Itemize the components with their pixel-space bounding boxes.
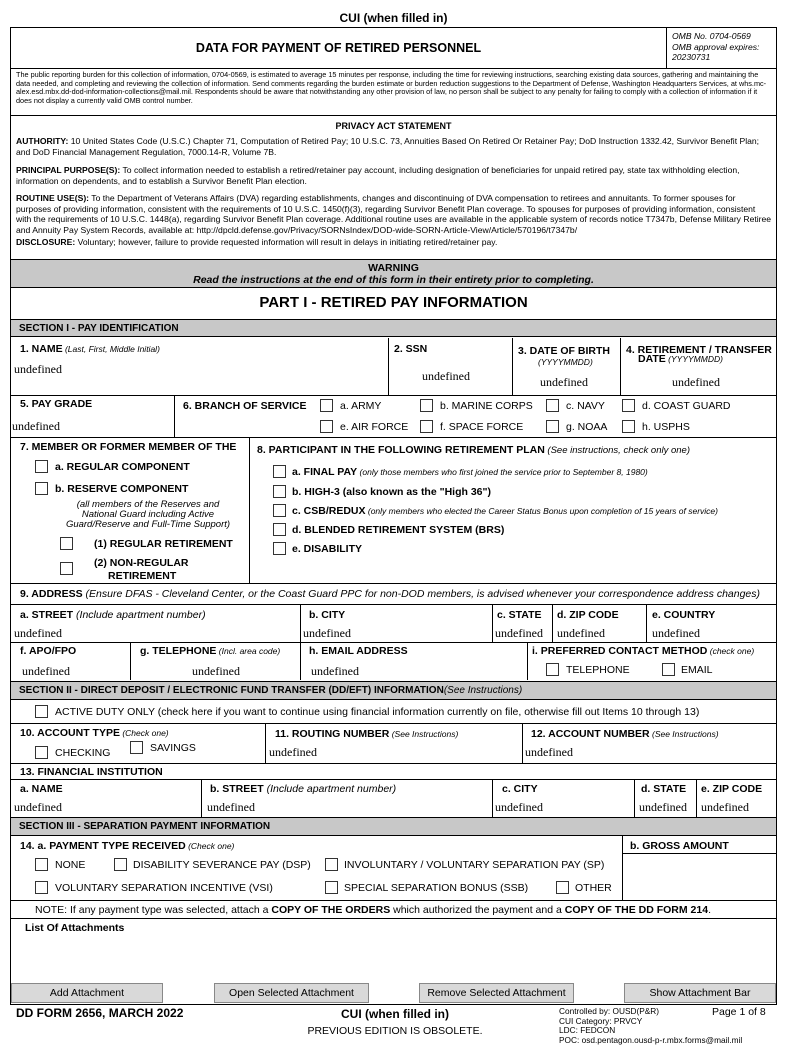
- telephone-label-text: g. TELEPHONE: [140, 645, 217, 657]
- note-dd214: COPY OF THE DD FORM 214: [564, 904, 709, 916]
- email-field[interactable]: undefined: [311, 664, 359, 678]
- divider: [130, 642, 131, 680]
- gross-amount-label: b. GROSS AMOUNT: [630, 840, 729, 852]
- divider: [512, 338, 513, 395]
- part1-title: PART I - RETIRED PAY INFORMATION: [259, 294, 528, 311]
- non-regular-retirement-label-2: RETIREMENT: [108, 570, 177, 582]
- attachments-list[interactable]: [11, 935, 776, 981]
- retirement-date-field[interactable]: undefined: [672, 375, 720, 389]
- divider: [634, 779, 635, 817]
- retirement-date-label: 4. RETIREMENT / TRANSFER: [626, 344, 772, 356]
- section2-title: SECTION II - DIRECT DEPOSIT / ELECTRONIC FUND TRANSFER (DD/EFT) INFORMATION: [19, 685, 444, 696]
- omb-number: OMB No. 0704-0569: [672, 31, 751, 41]
- add-attachment-button[interactable]: Add Attachment: [11, 983, 163, 1003]
- retirement-date-label-2-text: DATE: [638, 353, 666, 365]
- divider: [265, 723, 266, 763]
- fi-name-label: a. NAME: [20, 783, 63, 795]
- routing-label-text: 11. ROUTING NUMBER: [275, 728, 390, 740]
- army-text: a. ARMY: [340, 400, 382, 412]
- ssn-field[interactable]: undefined: [422, 369, 470, 383]
- divider: [11, 900, 776, 901]
- note-part-3: .: [708, 904, 711, 916]
- navy-checkbox[interactable]: [546, 399, 559, 412]
- authority-text: 10 United States Code (U.S.C.) Chapter 71, Computation of Retired Pay; 10 U.S.C. 73, Annuities Based On Retired Or Retainer Pay; DoD Instruction 1332.42, Survivor Benefit Plan; and DoD Financial Management Regulation, 7000.14-R, Volume 7B.: [16, 136, 760, 157]
- telephone-hint: (Incl. area code): [216, 646, 281, 656]
- street-label: [20, 609, 206, 621]
- payment-type-label-text: 14. a. PAYMENT TYPE RECEIVED: [20, 840, 186, 852]
- dsp-checkbox[interactable]: [114, 858, 127, 871]
- disability-checkbox[interactable]: [273, 542, 286, 555]
- vsi-checkbox[interactable]: [35, 881, 48, 894]
- reserve-component-label: b. RESERVE COMPONENT: [55, 483, 189, 495]
- retirement-date-hint: (YYYYMMDD): [665, 354, 723, 364]
- contact-telephone-checkbox[interactable]: [546, 663, 559, 676]
- payment-type-hint: (Check one): [185, 841, 235, 851]
- omb-expires-date: 20230731: [672, 52, 711, 62]
- coast-guard-label: d. COAST GUARD: [642, 400, 731, 412]
- divider: [11, 68, 776, 69]
- divider: [552, 604, 553, 642]
- active-duty-checkbox[interactable]: [35, 705, 48, 718]
- ldc: LDC: FEDCON: [559, 1025, 616, 1036]
- account-type-label-text: 10. ACCOUNT TYPE: [20, 727, 120, 739]
- fi-street-field[interactable]: undefined: [207, 800, 255, 814]
- divider: [300, 642, 301, 680]
- address-hint: (Ensure DFAS - Cleveland Center, or the Coast Guard PPC for non-DOD members, is advised whenever your correspondence address changes): [82, 588, 761, 600]
- space-force-checkbox[interactable]: [420, 420, 433, 433]
- title-divider: [666, 28, 667, 68]
- checking-checkbox[interactable]: [35, 746, 48, 759]
- account-number-field[interactable]: undefined: [525, 745, 573, 759]
- email-label: h. EMAIL ADDRESS: [309, 645, 408, 657]
- retirement-plan-hint: (See instructions, check only one): [544, 445, 690, 456]
- telephone-field[interactable]: undefined: [192, 664, 240, 678]
- name-field[interactable]: undefined: [14, 362, 62, 376]
- routing-label: [275, 728, 458, 740]
- reserve-note: [52, 500, 244, 530]
- member-label: 7. MEMBER OR FORMER MEMBER OF THE: [20, 441, 237, 453]
- section2-header: [11, 681, 776, 700]
- disability-label: e. DISABILITY: [292, 543, 363, 555]
- country-field[interactable]: undefined: [652, 626, 700, 640]
- contact-telephone-label: TELEPHONE: [566, 664, 630, 676]
- zip-field[interactable]: undefined: [557, 626, 605, 640]
- privacy-authority: [16, 136, 772, 157]
- checking-label: CHECKING: [55, 747, 111, 759]
- vsi-label: VOLUNTARY SEPARATION INCENTIVE (VSI): [55, 882, 273, 894]
- section2-hint: (See Instructions): [443, 685, 523, 696]
- divider: [388, 338, 389, 395]
- account-number-label-text: 12. ACCOUNT NUMBER: [531, 728, 650, 740]
- none-checkbox[interactable]: [35, 858, 48, 871]
- state-label: c. STATE: [497, 609, 542, 621]
- retirement-date-label-2: [638, 353, 723, 365]
- divider: [11, 395, 776, 396]
- contact-email-label: EMAIL: [681, 664, 713, 676]
- remove-attachment-button[interactable]: Remove Selected Attachment: [419, 983, 574, 1003]
- section3-header: SECTION III - SEPARATION PAYMENT INFORMATION: [11, 817, 776, 836]
- csb-redux-checkbox[interactable]: [273, 504, 286, 517]
- ssb-label: SPECIAL SEPARATION BONUS (SSB): [344, 882, 529, 894]
- contact-method-hint: (check one): [707, 646, 755, 656]
- regular-component-label: a. REGULAR COMPONENT: [55, 461, 190, 473]
- regular-retirement-label: (1) REGULAR RETIREMENT: [94, 538, 233, 550]
- divider: [300, 604, 301, 642]
- privacy-disclosure: [16, 237, 772, 248]
- apo-label: f. APO/FPO: [20, 645, 77, 657]
- contact-method-label: [532, 645, 754, 657]
- telephone-label: [140, 645, 280, 657]
- purpose-text: To collect information needed to establish a retired/retainer pay account, including designation of beneficiaries for unpaid retired pay, state tax withholding election, information on dependents, and to establish a Survivor Benefit Plan election.: [16, 165, 740, 186]
- city-label: b. CITY: [309, 609, 346, 621]
- form-title: DATA FOR PAYMENT OF RETIRED PERSONNEL: [195, 41, 482, 55]
- brs-label: d. BLENDED RETIREMENT SYSTEM (BRS): [292, 524, 505, 536]
- dsp-label: DISABILITY SEVERANCE PAY (DSP): [133, 859, 311, 871]
- warning-text: Read the instructions at the end of this form in their entirety prior to completing.: [193, 274, 594, 286]
- cui-category: CUI Category: PRVCY: [559, 1015, 643, 1026]
- regular-component-checkbox[interactable]: [35, 460, 48, 473]
- active-duty-label: ACTIVE DUTY ONLY (check here if you want to continue using financial information currently on file, otherwise fill out Items 10 through 13): [55, 706, 700, 718]
- controlled-by: Controlled by: OUSD(P&R): [559, 1006, 660, 1016]
- contact-email-checkbox[interactable]: [662, 663, 675, 676]
- divider: [11, 642, 776, 643]
- address-label-text: 9. ADDRESS: [20, 588, 83, 600]
- attachment-note: [35, 904, 711, 916]
- divider: [620, 338, 621, 395]
- savings-checkbox[interactable]: [130, 741, 143, 754]
- dob-hint: (YYYYMMDD): [538, 357, 593, 367]
- retirement-plan-label: [257, 444, 690, 456]
- name-hint: (Last, First, Middle Initial): [62, 344, 160, 354]
- divider: [492, 779, 493, 817]
- note-part-1: NOTE: If any payment type was selected, attach a: [35, 904, 272, 916]
- attachments-label: List Of Attachments: [25, 922, 125, 934]
- pay-grade-field[interactable]: undefined: [12, 419, 60, 433]
- privacy-purpose: [16, 165, 772, 186]
- cui-header: CUI (when filled in): [339, 11, 448, 25]
- air-force-checkbox[interactable]: [320, 420, 333, 433]
- reserve-note-1: (all members of the Reserves and: [76, 499, 220, 510]
- city-field[interactable]: undefined: [303, 626, 351, 640]
- divider: [249, 437, 250, 583]
- final-pay-label: [292, 466, 648, 478]
- burden-statement: The public reporting burden for this collection of information, 0704-0569, is estimated to average 15 minutes per response, including the time for reviewing instructions, searching existing data sources, gathering and maintaining the data needed, and completing and reviewing the collection of information. Send comments regarding the burden estimate or burden reduction suggestions to the Department of Defense, Washington Headquarters Services, at whs.mc-alex.esd.mbx.dd-dod-information-collections@mail.mil. Respondents should be aware that notwithstanding any other provision of law, no person shall be subject to any penalty for failing to comply with a collection of information if it does not display a currently valid OMB control number.: [16, 70, 767, 106]
- poc: POC: osd.pentagon.ousd-p-r.mbx.forms@mail.mil: [559, 1034, 743, 1045]
- name-label-text: 1. NAME: [20, 343, 63, 355]
- divider: [11, 115, 776, 116]
- street-hint: (Include apartment number): [73, 609, 206, 621]
- divider: [11, 723, 776, 724]
- fi-zip-field[interactable]: undefined: [701, 800, 749, 814]
- high3-label: b. HIGH-3 (also known as the "High 36"): [292, 486, 491, 498]
- routing-hint: (See Instructions): [389, 729, 459, 739]
- note-part-2: which authorized the payment and a: [390, 904, 565, 916]
- reserve-note-2: National Guard including Active: [81, 509, 215, 520]
- non-regular-retirement-label: (2) NON-REGULAR: [94, 557, 189, 569]
- marine-corps-label: b. MARINE CORPS: [440, 400, 533, 412]
- omb-block: [672, 31, 759, 63]
- final-pay-checkbox[interactable]: [273, 465, 286, 478]
- fi-street-label-text: b. STREET: [210, 783, 264, 795]
- divider: [522, 723, 523, 763]
- marine-corps-checkbox[interactable]: [420, 399, 433, 412]
- financial-institution-label: 13. FINANCIAL INSTITUTION: [20, 766, 163, 778]
- street-label-text: a. STREET: [20, 609, 74, 621]
- authority-label: AUTHORITY:: [16, 136, 69, 146]
- payment-type-label: [20, 840, 234, 852]
- noaa-checkbox[interactable]: [546, 420, 559, 433]
- coast-guard-checkbox[interactable]: [622, 399, 635, 412]
- fi-zip-label: e. ZIP CODE: [701, 783, 763, 795]
- branch-label: 6. BRANCH OF SERVICE: [183, 400, 307, 412]
- account-number-hint: (See Instructions): [649, 729, 719, 739]
- apo-field[interactable]: undefined: [22, 664, 70, 678]
- divider: [527, 642, 528, 680]
- army-label: [340, 400, 381, 412]
- navy-label: c. NAVY: [566, 400, 605, 412]
- divider: [11, 437, 776, 438]
- form-number: DD FORM 2656, MARCH 2022: [16, 1006, 184, 1020]
- ssb-checkbox[interactable]: [325, 881, 338, 894]
- fi-street-hint: (Include apartment number): [263, 783, 397, 795]
- usphs-checkbox[interactable]: [622, 420, 635, 433]
- purpose-label: PRINCIPAL PURPOSE(S):: [16, 165, 121, 175]
- noaa-label: g. NOAA: [566, 421, 608, 433]
- divider: [11, 604, 776, 605]
- divider: [11, 779, 776, 780]
- fi-city-label: c. CITY: [502, 783, 538, 795]
- fi-state-field[interactable]: undefined: [639, 800, 687, 814]
- country-label: e. COUNTRY: [652, 609, 716, 621]
- routine-label: ROUTINE USE(S):: [16, 193, 90, 203]
- page-number: Page 1 of 8: [712, 1006, 766, 1018]
- zip-label: d. ZIP CODE: [557, 609, 619, 621]
- dob-label: 3. DATE OF BIRTH: [518, 345, 610, 357]
- divider: [11, 918, 776, 919]
- section1-header: SECTION I - PAY IDENTIFICATION: [11, 319, 776, 337]
- retirement-plan-label-text: 8. PARTICIPANT IN THE FOLLOWING RETIREMENT PLAN: [257, 444, 545, 456]
- savings-label: SAVINGS: [150, 742, 196, 754]
- non-regular-retirement-checkbox[interactable]: [60, 562, 73, 575]
- cui-footer: CUI (when filled in): [341, 1007, 449, 1021]
- divider: [174, 395, 175, 437]
- other-checkbox[interactable]: [556, 881, 569, 894]
- privacy-title: PRIVACY ACT STATEMENT: [335, 121, 452, 131]
- routine-text: To the Department of Veterans Affairs (DVA) regarding establishments, changes and discontinuing of DVA compensation to retirees and annuitants. To former spouses for purposes of providing information, consistent with the requirements of 10 U.S.C. 1450(f)(3), regarding Survivor Benefit Plan coverage. To spouses for purposes of providing information, consistent with the requirements of 10 U.S.C. 1448(a), regarding Survivor Benefit Plan coverage. Additional routine uses are available in the applicable system of records notice T7347b, Defense Military Retiree and Annuity Pay System Records, available at: http://dpcld.defense.gov/Privacy/SORNsIndex/DOD-wide-SORN-Article-View/Article/570196/t7347b/: [16, 193, 772, 235]
- other-label: OTHER: [575, 882, 612, 894]
- note-orders: COPY OF THE ORDERS: [271, 904, 391, 916]
- army-checkbox[interactable]: [320, 399, 333, 412]
- disclosure-label: DISCLOSURE:: [16, 237, 76, 247]
- air-force-label: e. AIR FORCE: [340, 421, 409, 433]
- state-field[interactable]: undefined: [495, 626, 543, 640]
- divider: [492, 604, 493, 642]
- omb-expires-label: OMB approval expires:: [672, 41, 760, 52]
- usphs-label: h. USPHS: [642, 421, 690, 433]
- address-label: [20, 588, 760, 600]
- warning-title: WARNING: [368, 262, 419, 274]
- account-type-label: [20, 727, 169, 739]
- obsolete-notice: PREVIOUS EDITION IS OBSOLETE.: [307, 1025, 483, 1037]
- fi-city-field[interactable]: undefined: [495, 800, 543, 814]
- street-field[interactable]: undefined: [14, 626, 62, 640]
- divider: [11, 583, 776, 584]
- divider: [696, 779, 697, 817]
- csb-redux-label: [292, 505, 718, 517]
- space-force-label: f. SPACE FORCE: [440, 421, 524, 433]
- dob-field[interactable]: undefined: [540, 375, 588, 389]
- routing-field[interactable]: undefined: [269, 745, 317, 759]
- fi-street-label: [210, 783, 396, 795]
- final-pay-note: (only those members who first joined the service prior to September 8, 1980): [357, 467, 648, 477]
- csb-redux-text: c. CSB/REDUX: [292, 505, 366, 517]
- warning-box: [11, 259, 776, 288]
- divider: [646, 604, 647, 642]
- pay-grade-label: 5. PAY GRADE: [20, 398, 93, 410]
- separation-pay-label: INVOLUNTARY / VOLUNTARY SEPARATION PAY (SP): [344, 859, 605, 871]
- show-attachment-bar-button[interactable]: Show Attachment Bar: [624, 983, 776, 1003]
- brs-checkbox[interactable]: [273, 523, 286, 536]
- separation-pay-checkbox[interactable]: [325, 858, 338, 871]
- none-label: NONE: [55, 859, 86, 871]
- divider: [201, 779, 202, 817]
- divider: [11, 763, 776, 764]
- account-type-hint: (Check one): [119, 728, 169, 738]
- ssn-label: 2. SSN: [394, 343, 428, 355]
- fi-name-field[interactable]: undefined: [14, 800, 62, 814]
- csb-redux-note: (only members who elected the Career Status Bonus upon completion of 15 years of service): [365, 506, 718, 516]
- regular-retirement-checkbox[interactable]: [60, 537, 73, 550]
- account-number-label: [531, 728, 719, 740]
- name-label: [20, 343, 160, 355]
- disclosure-text: Voluntary; however, failure to provide requested information will result in delays in initiating retired/retainer pay.: [75, 237, 498, 247]
- reserve-note-3: Guard/Reserve and Full-Time Support): [65, 519, 231, 530]
- open-attachment-button[interactable]: Open Selected Attachment: [214, 983, 369, 1003]
- high3-checkbox[interactable]: [273, 485, 286, 498]
- final-pay-text: a. FINAL PAY: [292, 466, 358, 478]
- reserve-component-checkbox[interactable]: [35, 482, 48, 495]
- privacy-routine: [16, 193, 772, 235]
- fi-state-label: d. STATE: [641, 783, 687, 795]
- gross-amount-field[interactable]: [623, 854, 776, 900]
- contact-method-label-text: i. PREFERRED CONTACT METHOD: [532, 645, 708, 657]
